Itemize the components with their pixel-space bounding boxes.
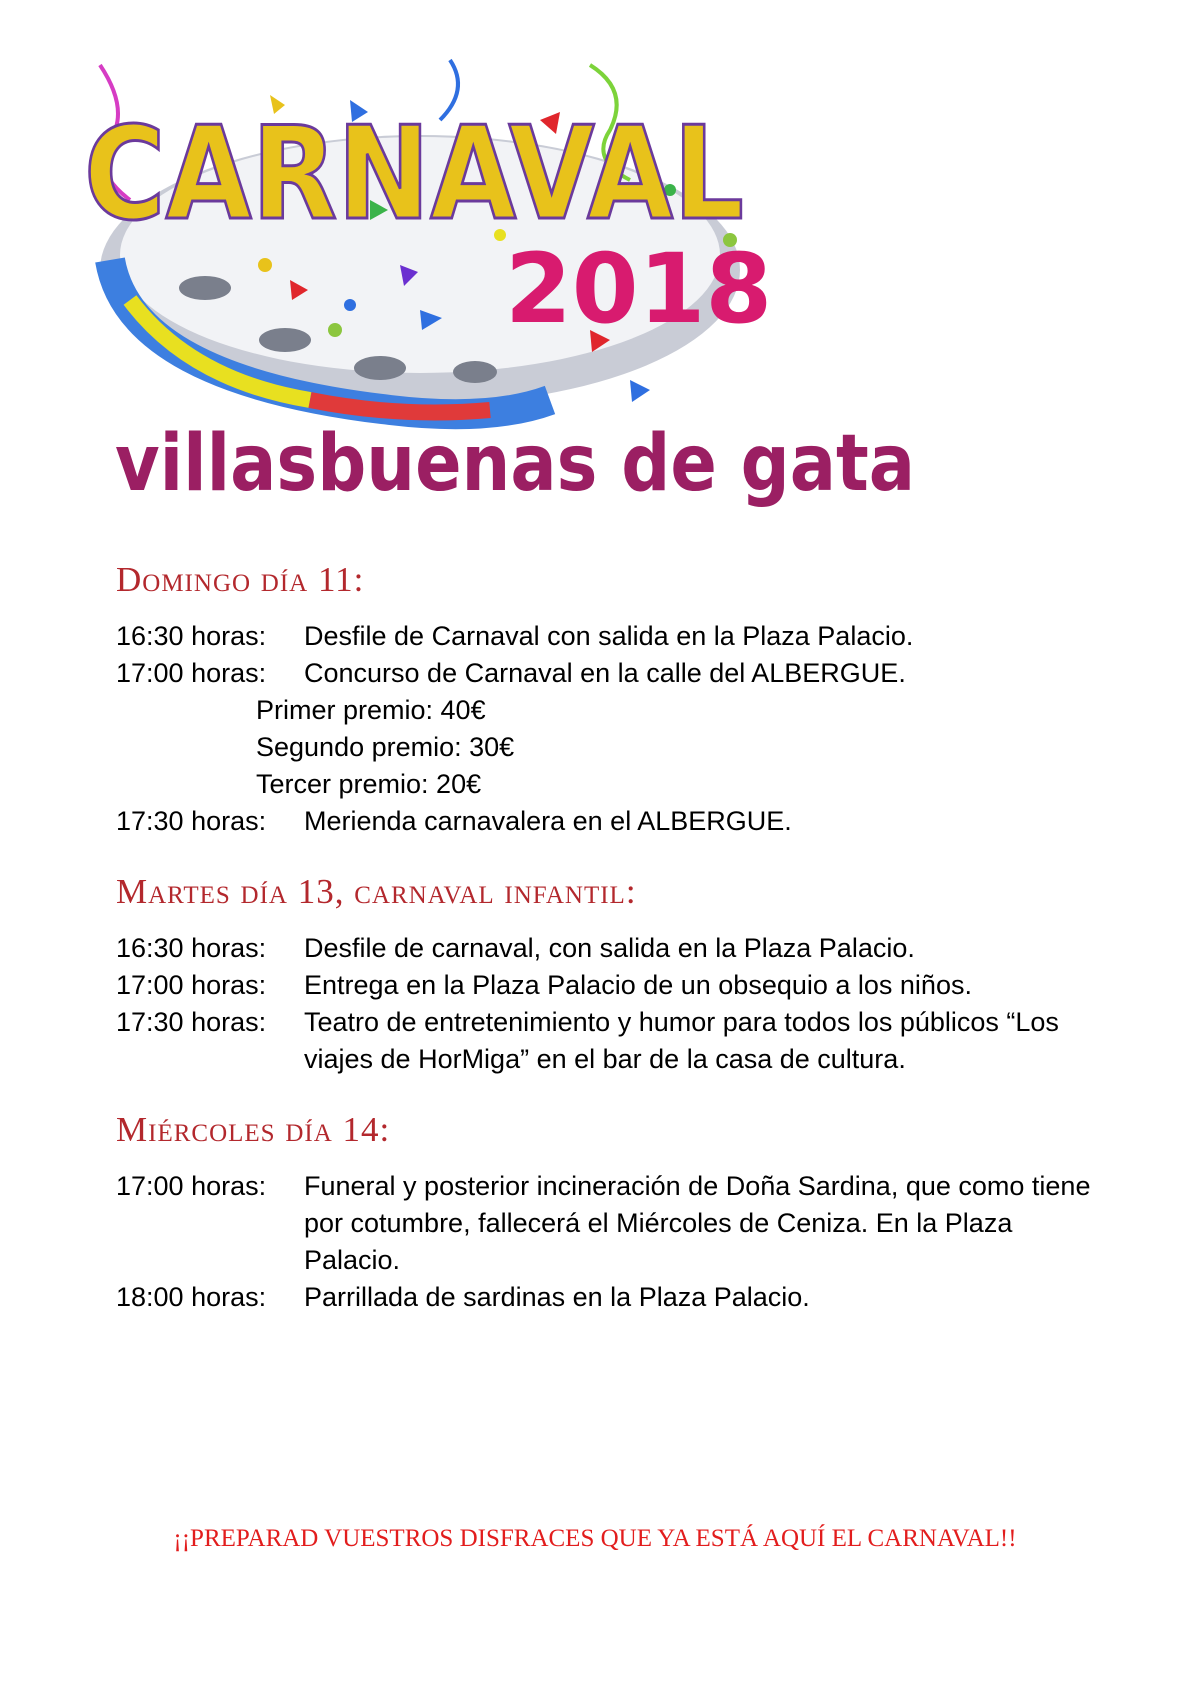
event-time: 17:30 horas: xyxy=(116,806,267,836)
event-item xyxy=(116,655,1096,692)
event-item xyxy=(116,930,1096,967)
section-heading-wednesday: Miércoles día 14: xyxy=(116,1110,391,1149)
event-time: 16:30 horas: xyxy=(116,933,267,963)
event-time: 17:00 horas: xyxy=(116,1171,267,1201)
event-time: 16:30 horas: xyxy=(116,621,267,651)
logo-title: CARNAVAL xyxy=(84,100,744,249)
program xyxy=(116,560,1096,1316)
prize-third: Tercer premio: 20€ xyxy=(256,769,482,799)
event-time: 17:00 horas: xyxy=(116,658,267,688)
event-text: Concurso de Carnaval en la calle del ALBERGUE. xyxy=(304,658,906,688)
event-time: 17:30 horas: xyxy=(116,1007,267,1037)
logo-year: 2018 xyxy=(505,233,773,345)
event-text: Entrega en la Plaza Palacio de un obsequio a los niños. xyxy=(304,970,972,1000)
event-item xyxy=(116,803,1096,840)
prize-second: Segundo premio: 30€ xyxy=(256,732,515,762)
event-time: 17:00 horas: xyxy=(116,970,267,1000)
event-time: 18:00 horas: xyxy=(116,1282,267,1312)
event-item xyxy=(116,1168,1096,1279)
event-text: Funeral y posterior incineración de Doña Sardina, que como tiene por cotumbre, fallecerá el Miércoles de Ceniza. En la Plaza Palacio. xyxy=(304,1171,1091,1275)
event-item xyxy=(116,1279,1096,1316)
prize-first: Primer premio: 40€ xyxy=(256,695,486,725)
event-item xyxy=(116,967,1096,1004)
event-text: Desfile de Carnaval con salida en la Plaza Palacio. xyxy=(304,621,914,651)
event-text: Teatro de entretenimiento y humor para todos los públicos “Los viajes de HorMiga” en el bar de la casa de cultura. xyxy=(304,1007,1059,1074)
event-item xyxy=(116,1004,1096,1078)
footer-message: ¡¡PREPARAD VUESTROS DISFRACES QUE YA ESTÁ AQUÍ EL CARNAVAL!! xyxy=(173,1525,1017,1552)
logo-town: villasbuenas de gata xyxy=(115,419,915,509)
section-heading-sunday: Domingo día 11: xyxy=(116,560,365,599)
carnaval-logo xyxy=(70,50,1030,570)
section-heading-tuesday: Martes día 13, carnaval infantil: xyxy=(116,872,637,911)
event-item xyxy=(116,618,1096,655)
event-text: Merienda carnavalera en el ALBERGUE. xyxy=(304,806,792,836)
event-text: Parrillada de sardinas en la Plaza Palacio. xyxy=(304,1282,810,1312)
event-text: Desfile de carnaval, con salida en la Plaza Palacio. xyxy=(304,933,915,963)
